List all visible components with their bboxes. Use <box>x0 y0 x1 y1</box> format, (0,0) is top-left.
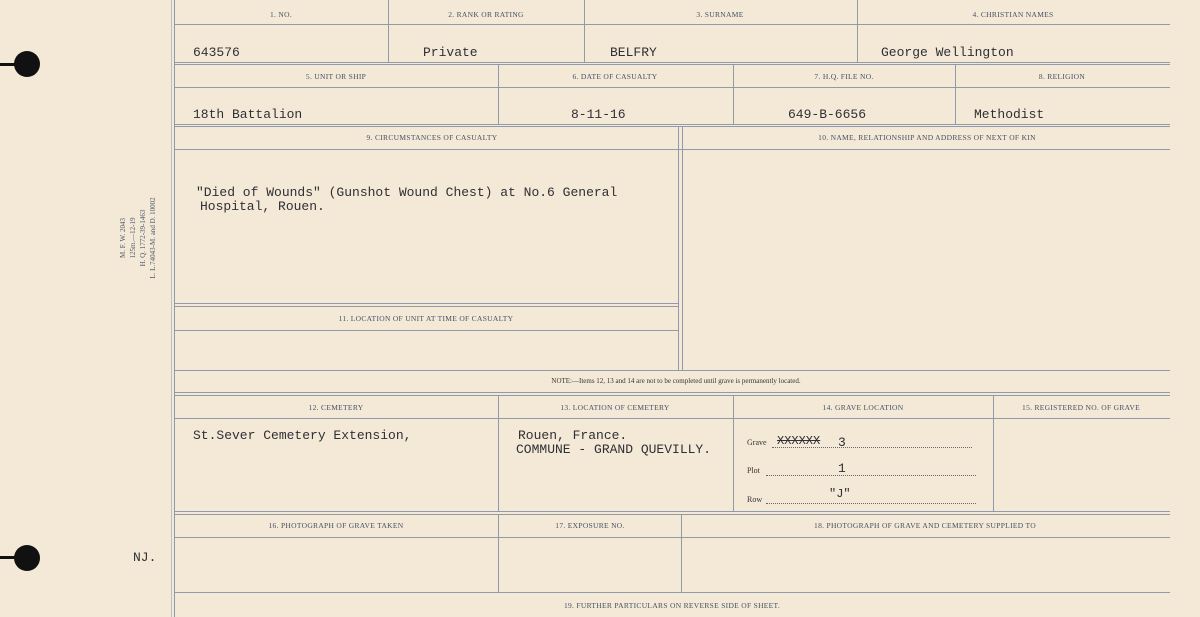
rule <box>175 392 1170 393</box>
label-exposure: 17. EXPOSURE NO. <box>555 521 625 530</box>
unit-value: 18th Battalion <box>193 107 303 122</box>
completion-note: NOTE:—Items 12, 13 and 14 are not to be completed until grave is permanently located. <box>551 377 801 385</box>
rule <box>175 370 1170 371</box>
form-print-code: M. F. W. 2043 125m.—12-19 H. Q. 1772-39-1463 L. L.74043-M. and D. 10002 <box>119 197 157 279</box>
rule <box>175 514 1170 515</box>
plot-dotted-line <box>766 475 976 476</box>
label-date: 6. DATE OF CASUALTY <box>572 72 658 81</box>
rule <box>175 330 678 331</box>
rule <box>993 395 994 511</box>
label-circumstances: 9. CIRCUMSTANCES OF CASUALTY <box>366 133 498 142</box>
surname-value: BELFRY <box>610 45 657 60</box>
rule <box>175 126 1170 127</box>
label-further-particulars: 19. FURTHER PARTICULARS ON REVERSE SIDE OF SHEET. <box>563 601 781 610</box>
religion-value: Methodist <box>974 107 1045 122</box>
plot-value: 1 <box>838 461 846 476</box>
rule <box>857 0 858 62</box>
rule <box>175 87 1170 88</box>
date-value: 8-11-16 <box>571 107 626 122</box>
rule <box>498 395 499 511</box>
label-next-of-kin: 10. NAME, RELATIONSHIP AND ADDRESS OF NEXT OF KIN <box>818 133 1036 142</box>
rule <box>175 592 1170 593</box>
circumstances-line-2: Hospital, Rouen. <box>200 199 325 214</box>
label-cemetery: 12. CEMETERY <box>308 403 364 412</box>
row-label: Row <box>747 495 763 504</box>
rule <box>681 514 682 592</box>
label-no: 1. NO. <box>269 10 293 19</box>
label-location-cemetery: 13. LOCATION OF CEMETERY <box>560 403 670 412</box>
punch-hole-top <box>14 51 40 77</box>
rule <box>175 149 1170 150</box>
rule <box>682 126 683 370</box>
rule <box>175 418 1170 419</box>
rule <box>175 306 678 307</box>
rule <box>678 126 679 370</box>
corner-note: NJ. <box>133 550 157 565</box>
rule <box>733 64 734 124</box>
plot-label: Plot <box>747 466 760 475</box>
label-christian-names: 4. CHRISTIAN NAMES <box>972 10 1054 19</box>
cemetery-value: St.Sever Cemetery Extension, <box>193 428 412 443</box>
label-photo-supplied: 18. PHOTOGRAPH OF GRAVE AND CEMETERY SUPPLIED TO <box>814 521 1036 530</box>
cemetery-location-line-1: Rouen, France. <box>518 428 628 443</box>
label-registered-no: 15. REGISTERED NO. OF GRAVE <box>1022 403 1140 412</box>
rule <box>175 24 1170 25</box>
row-value: "J" <box>829 487 851 501</box>
grave-value: 3 <box>838 435 846 450</box>
cemetery-location-line-2: COMMUNE - GRAND QUEVILLY. <box>516 442 712 457</box>
margin-rule <box>174 0 175 617</box>
rule <box>175 303 678 304</box>
label-religion: 8. RELIGION <box>1038 72 1086 81</box>
rule <box>955 64 956 124</box>
margin-rule <box>171 0 172 617</box>
christian-names-value: George Wellington <box>881 45 1014 60</box>
rule <box>498 514 499 592</box>
hq-file-value: 649-B-6656 <box>788 107 867 122</box>
rule <box>175 62 1170 63</box>
rule <box>388 0 389 62</box>
label-grave-location: 14. GRAVE LOCATION <box>822 403 904 412</box>
grave-struck-value: XXXXXX <box>777 434 821 448</box>
label-unit: 5. UNIT OR SHIP <box>305 72 367 81</box>
circumstances-line-1: "Died of Wounds" (Gunshot Wound Chest) at No.6 General <box>196 185 618 200</box>
rule <box>175 537 1170 538</box>
label-photo-taken: 16. PHOTOGRAPH OF GRAVE TAKEN <box>268 521 404 530</box>
rule <box>498 64 499 124</box>
rule <box>584 0 585 62</box>
grave-label: Grave <box>747 438 767 447</box>
row-dotted-line <box>766 503 976 504</box>
label-hq-file: 7. H.Q. FILE NO. <box>814 72 874 81</box>
rule <box>175 124 1170 125</box>
label-rank: 2. RANK OR RATING <box>448 10 524 19</box>
regimental-number: 643576 <box>193 45 240 60</box>
rule <box>733 395 734 511</box>
rule <box>175 395 1170 396</box>
rank-value: Private <box>423 45 478 60</box>
label-location-unit: 11. LOCATION OF UNIT AT TIME OF CASUALTY <box>338 314 514 323</box>
rule <box>175 511 1170 512</box>
label-surname: 3. SURNAME <box>696 10 744 19</box>
punch-hole-bottom <box>14 545 40 571</box>
rule <box>175 64 1170 65</box>
